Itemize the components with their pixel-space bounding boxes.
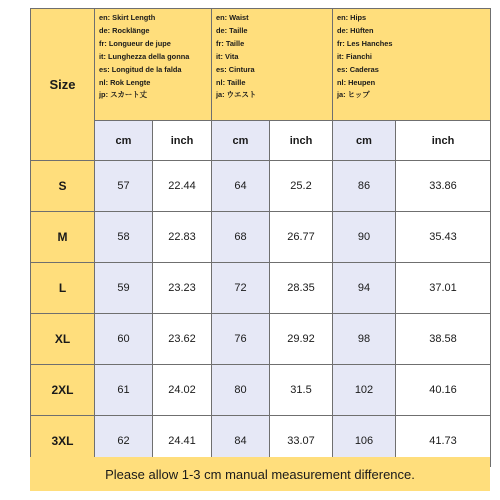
inch-value: 26.77 — [270, 212, 333, 263]
header-row — [31, 9, 491, 121]
label-line: fr: Les Hanches — [337, 38, 393, 48]
label-line: jp: スカート丈 — [99, 90, 148, 100]
inch-value: 40.16 — [396, 365, 491, 416]
inch-value: 41.73 — [396, 416, 491, 467]
table-row — [31, 365, 491, 416]
table-row — [31, 161, 491, 212]
hips-labels — [333, 9, 490, 102]
label-line: de: Rocklänge — [99, 25, 150, 35]
inch-value: 24.02 — [153, 365, 212, 416]
size-label: 2XL — [31, 365, 95, 416]
size-chart — [30, 8, 490, 468]
skirt-length-labels — [95, 9, 211, 102]
table-row — [31, 263, 491, 314]
label-line: it: Fianchi — [337, 51, 372, 61]
inch-value: 38.58 — [396, 314, 491, 365]
size-column-header: Size — [31, 9, 95, 161]
label-line: ja: ヒップ — [337, 90, 370, 100]
cm-value: 102 — [333, 365, 396, 416]
inch-value: 24.41 — [153, 416, 212, 467]
size-label: M — [31, 212, 95, 263]
waist-labels — [212, 9, 332, 102]
inch-value: 23.23 — [153, 263, 212, 314]
label-line: nl: Heupen — [337, 77, 376, 87]
cm-value: 64 — [212, 161, 270, 212]
cm-value: 98 — [333, 314, 396, 365]
inch-value: 35.43 — [396, 212, 491, 263]
cm-value: 62 — [95, 416, 153, 467]
cm-value: 60 — [95, 314, 153, 365]
cm-value: 80 — [212, 365, 270, 416]
unit-header-cm: cm — [212, 121, 270, 161]
unit-header-inch: inch — [396, 121, 491, 161]
size-label: S — [31, 161, 95, 212]
inch-value: 22.44 — [153, 161, 212, 212]
unit-header-inch: inch — [153, 121, 212, 161]
size-label: L — [31, 263, 95, 314]
cm-value: 68 — [212, 212, 270, 263]
inch-value: 31.5 — [270, 365, 333, 416]
cm-value: 61 — [95, 365, 153, 416]
inch-value: 33.86 — [396, 161, 491, 212]
cm-value: 94 — [333, 263, 396, 314]
size-table — [30, 8, 491, 467]
label-line: de: Taille — [216, 25, 248, 35]
label-line: es: Longitud de la falda — [99, 64, 182, 74]
hips-header — [333, 9, 491, 121]
label-line: it: Vita — [216, 51, 239, 61]
label-line: en: Skirt Length — [99, 13, 156, 22]
label-line: de: Hüften — [337, 25, 374, 35]
label-line: es: Caderas — [337, 64, 379, 74]
cm-value: 84 — [212, 416, 270, 467]
label-line: en: Hips — [337, 13, 367, 22]
inch-value: 23.62 — [153, 314, 212, 365]
unit-header-cm: cm — [333, 121, 396, 161]
label-line: nl: Rok Lengte — [99, 77, 151, 87]
cm-value: 72 — [212, 263, 270, 314]
inch-value: 22.83 — [153, 212, 212, 263]
unit-row — [31, 121, 491, 161]
label-line: ja: ウエスト — [216, 90, 257, 100]
waist-header — [212, 9, 333, 121]
cm-value: 106 — [333, 416, 396, 467]
skirt-length-header — [95, 9, 212, 121]
size-label: 3XL — [31, 416, 95, 467]
inch-value: 29.92 — [270, 314, 333, 365]
table-row — [31, 314, 491, 365]
cm-value: 76 — [212, 314, 270, 365]
cm-value: 59 — [95, 263, 153, 314]
measurement-note: Please allow 1-3 cm manual measurement difference. — [30, 457, 490, 491]
inch-value: 37.01 — [396, 263, 491, 314]
label-line: nl: Taille — [216, 77, 246, 87]
size-label: XL — [31, 314, 95, 365]
table-row — [31, 212, 491, 263]
inch-value: 25.2 — [270, 161, 333, 212]
inch-value: 33.07 — [270, 416, 333, 467]
unit-header-inch: inch — [270, 121, 333, 161]
label-line: it: Lunghezza della gonna — [99, 51, 190, 61]
label-line: fr: Taille — [216, 38, 245, 48]
label-line: es: Cintura — [216, 64, 255, 74]
label-line: fr: Longueur de jupe — [99, 38, 171, 48]
cm-value: 86 — [333, 161, 396, 212]
cm-value: 57 — [95, 161, 153, 212]
cm-value: 58 — [95, 212, 153, 263]
inch-value: 28.35 — [270, 263, 333, 314]
label-line: en: Waist — [216, 13, 249, 22]
unit-header-cm: cm — [95, 121, 153, 161]
cm-value: 90 — [333, 212, 396, 263]
